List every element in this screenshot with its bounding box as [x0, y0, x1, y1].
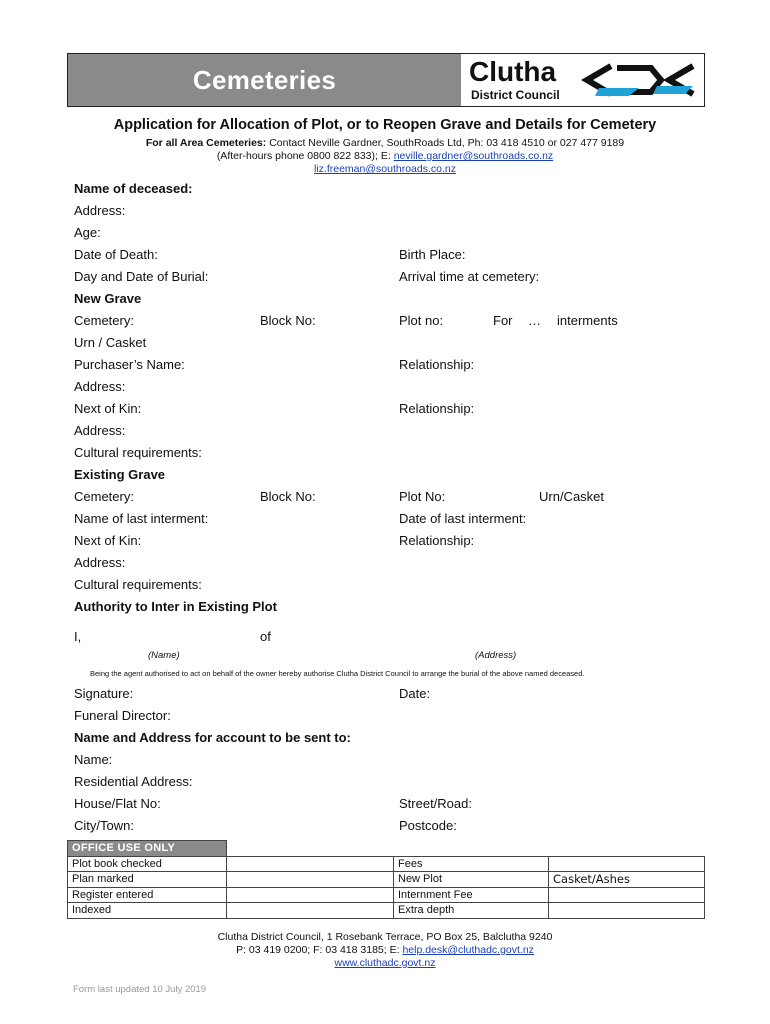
label-signature: Signature: [74, 686, 134, 701]
label-next-of-kin-existing: Next of Kin: [74, 533, 142, 548]
label-birth-place: Birth Place: [399, 247, 466, 262]
label-house-flat-no: House/Flat No: [74, 796, 161, 811]
label-residential-address: Residential Address: [74, 774, 193, 789]
office-left-label: Plot book checked [68, 856, 227, 872]
office-right-label: New Plot [394, 872, 549, 888]
label-relationship-purchaser: Relationship: [399, 357, 475, 372]
cdc-logo-icon [581, 60, 699, 102]
office-right-label: Extra depth [394, 903, 549, 919]
label-of: of [260, 629, 271, 644]
table-row [68, 872, 705, 888]
office-left-value[interactable] [227, 856, 394, 872]
declaration-text: Being the agent authorised to act on behalf of the owner hereby authorise Clutha District Council to arrange the burial of the above named deceased. [90, 669, 585, 678]
office-left-value[interactable] [227, 887, 394, 903]
label-name-last-interment: Name of last interment: [74, 511, 209, 526]
hint-address: (Address) [475, 650, 517, 661]
heading-authority: Authority to Inter in Existing Plot [74, 599, 277, 614]
label-urn-casket: Urn / Casket [74, 335, 147, 350]
label-ellipsis: … [528, 313, 541, 328]
label-relationship-existing: Relationship: [399, 533, 475, 548]
office-use-heading: OFFICE USE ONLY [68, 841, 227, 857]
office-right-value[interactable] [549, 856, 705, 872]
office-left-value[interactable] [227, 903, 394, 919]
council-logo [461, 54, 705, 106]
label-address-existing: Address: [74, 555, 126, 570]
logo-subtitle: District Council [471, 88, 560, 102]
document-header [67, 53, 705, 107]
footer-phone-text: P: 03 419 0200; F: 03 418 3185; E: [236, 944, 403, 956]
office-right-value[interactable] [549, 903, 705, 919]
label-next-of-kin-new: Next of Kin: [74, 401, 142, 416]
label-city-town: City/Town: [74, 818, 134, 833]
contact-label: For all Area Cemeteries: [145, 137, 267, 149]
hint-name: (Name) [148, 650, 180, 661]
heading-existing-grave: Existing Grave [74, 467, 166, 482]
office-table-header-row [68, 841, 705, 857]
label-plot-no-existing: Plot No: [399, 489, 446, 504]
label-address-purchaser: Address: [74, 379, 126, 394]
label-age: Age: [74, 225, 101, 240]
label-cultural-existing: Cultural requirements: [74, 577, 202, 592]
footer-website-link[interactable]: www.cluthadc.govt.nz [334, 957, 436, 969]
contact-line [0, 137, 770, 149]
label-day-date-burial: Day and Date of Burial: [74, 269, 209, 284]
label-arrival-time: Arrival time at cemetery: [399, 269, 540, 284]
footer-address: Clutha District Council, 1 Rosebank Terrace, PO Box 25, Balclutha 9240 [217, 931, 553, 943]
label-plot-no-new: Plot no: [399, 313, 444, 328]
email-link-neville[interactable]: neville.gardner@southroads.co.nz [393, 150, 554, 162]
office-left-label: Plan marked [68, 872, 227, 888]
document-title: Application for Allocation of Plot, or to Reopen Grave and Details for Cemetery [113, 117, 657, 133]
label-block-no-existing: Block No: [260, 489, 316, 504]
logo-name: Clutha [469, 56, 557, 87]
label-interments: interments [557, 313, 618, 328]
table-row [68, 856, 705, 872]
footer-email-link[interactable]: help.desk@cluthadc.govt.nz [402, 944, 534, 956]
afterhours-text: (After-hours phone 0800 822 833); E: [216, 150, 394, 162]
label-i: I, [74, 629, 82, 644]
office-casket-ashes[interactable]: Casket/Ashes [549, 872, 705, 888]
label-cemetery-existing: Cemetery: [74, 489, 134, 504]
heading-account: Name and Address for account to be sent to: [74, 730, 351, 745]
afterhours-line [0, 150, 770, 162]
table-row [68, 903, 705, 919]
office-left-label: Register entered [68, 887, 227, 903]
label-purchasers-name: Purchaser’s Name: [74, 357, 185, 372]
label-date-last-interment: Date of last interment: [399, 511, 527, 526]
contact-details: Contact Neville Gardner, SouthRoads Ltd, Ph: 03 418 4510 or 027 477 9189 [266, 137, 625, 149]
label-for: For [493, 313, 513, 328]
label-name: Name: [74, 752, 113, 767]
label-address: Address: [74, 203, 126, 218]
office-left-value[interactable] [227, 872, 394, 888]
label-date: Date: [399, 686, 431, 701]
label-urn-casket-existing: Urn/Casket [539, 489, 605, 504]
label-street-road: Street/Road: [399, 796, 472, 811]
email-link-liz[interactable]: liz.freeman@southroads.co.nz [314, 163, 456, 175]
footer-website-line [0, 957, 770, 969]
form-updated-note: Form last updated 10 July 2019 [73, 984, 207, 995]
label-date-of-death: Date of Death: [74, 247, 158, 262]
office-left-label: Indexed [68, 903, 227, 919]
footer-contact [0, 944, 770, 956]
label-postcode: Postcode: [399, 818, 457, 833]
label-funeral-director: Funeral Director: [74, 708, 171, 723]
header-title: Cemeteries [192, 65, 337, 95]
office-use-table [67, 840, 705, 919]
office-header-spacer [227, 841, 705, 857]
office-right-label: Internment Fee [394, 887, 549, 903]
label-block-no-new: Block No: [260, 313, 316, 328]
label-relationship-kin-new: Relationship: [399, 401, 475, 416]
email-line-2 [0, 163, 770, 175]
table-row [68, 887, 705, 903]
heading-new-grave: New Grave [74, 291, 142, 306]
label-name-of-deceased: Name of deceased: [74, 181, 193, 196]
label-cemetery-new: Cemetery: [74, 313, 134, 328]
label-address-kin-new: Address: [74, 423, 126, 438]
office-right-label: Fees [394, 856, 549, 872]
office-right-value[interactable] [549, 887, 705, 903]
label-cultural-new: Cultural requirements: [74, 445, 202, 460]
